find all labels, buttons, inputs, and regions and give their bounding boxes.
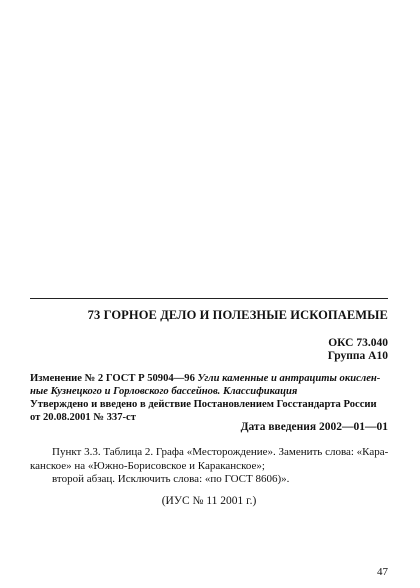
classification-codes (230, 337, 388, 363)
approval-line-2: от 20.08.2001 № 337-ст (30, 412, 136, 423)
approval-line-1: Утверждено и введено в действие Постановлением Госстандарта России (30, 399, 377, 410)
group-code: Группа А10 (327, 350, 388, 362)
oks-code: ОКС 73.040 (328, 337, 388, 349)
effective-date: Дата введения 2002—01—01 (240, 421, 388, 433)
body-line-1: Пункт 3.3. Таблица 2. Графа «Месторождение». Заменить слова: «Кара- (52, 446, 389, 458)
section-divider (30, 298, 388, 299)
standard-title-part1: Угли каменные и антрациты окислен- (197, 373, 381, 384)
body-line-2: канское» на «Южно-Борисовское и Караканское»; (30, 459, 265, 472)
amendment-body (30, 446, 388, 487)
amendment-number: Изменение № 2 ГОСТ Р 50904—96 (30, 373, 198, 384)
body-line-3: второй абзац. Исключить слова: «по ГОСТ 8606)». (52, 473, 290, 485)
source-reference: (ИУС № 11 2001 г.) (161, 495, 257, 507)
standard-title-part2: ные Кузнецкого и Горловского бассейнов. Классификация (30, 386, 298, 397)
amendment-header (30, 372, 388, 424)
page-number: 47 (377, 566, 388, 578)
section-heading: 73 ГОРНОЕ ДЕЛО И ПОЛЕЗНЫЕ ИСКОПАЕМЫЕ (87, 308, 388, 322)
